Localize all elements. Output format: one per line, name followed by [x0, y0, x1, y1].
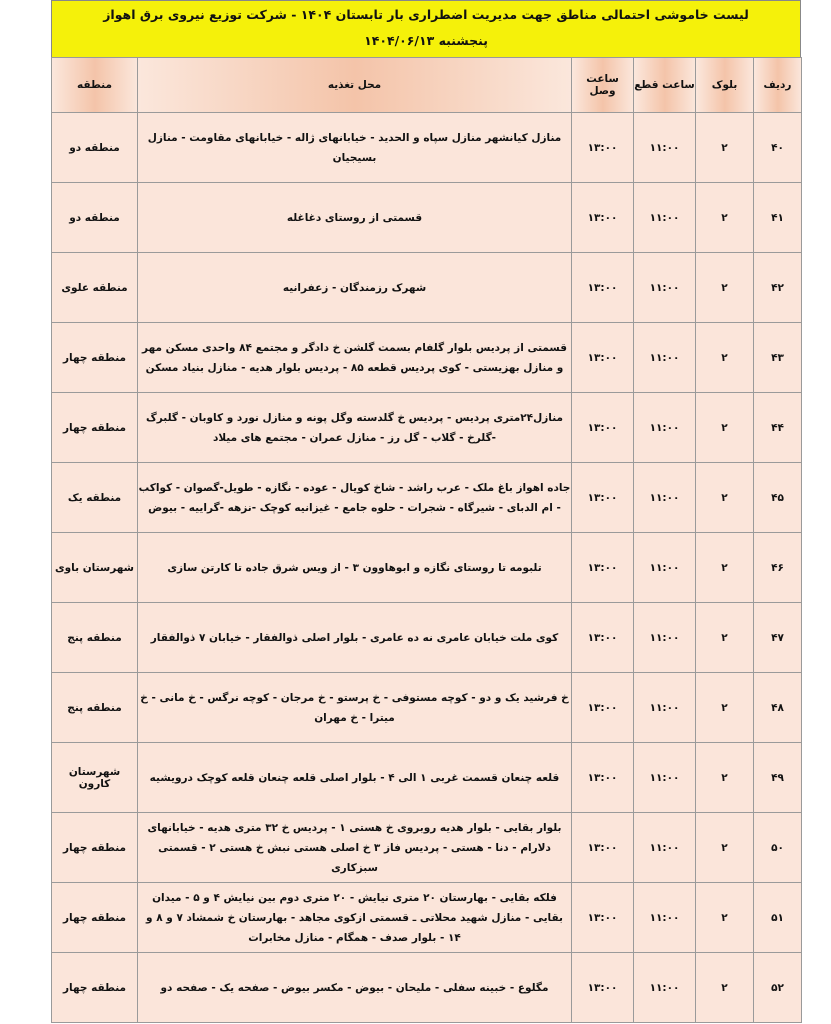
cell-cut-time: ۱۱:۰۰: [634, 253, 696, 323]
table-row: [52, 463, 802, 533]
cell-cut-time: ۱۱:۰۰: [634, 743, 696, 813]
cell-connect-time: ۱۳:۰۰: [572, 813, 634, 883]
table-row: [52, 183, 802, 253]
cell-row-number: ۴۴: [754, 393, 802, 463]
cell-block: ۲: [696, 673, 754, 743]
cell-cut-time: ۱۱:۰۰: [634, 533, 696, 603]
cell-region: منطقه یک: [52, 463, 138, 533]
table-row: [52, 253, 802, 323]
cell-row-number: ۴۰: [754, 113, 802, 183]
cell-block: ۲: [696, 253, 754, 323]
cell-cut-time: ۱۱:۰۰: [634, 323, 696, 393]
cell-cut-time: ۱۱:۰۰: [634, 183, 696, 253]
cell-block: ۲: [696, 463, 754, 533]
table-header-row: [52, 58, 802, 113]
cell-cut-time: ۱۱:۰۰: [634, 813, 696, 883]
cell-cut-time: ۱۱:۰۰: [634, 113, 696, 183]
cell-block: ۲: [696, 813, 754, 883]
cell-row-number: ۴۶: [754, 533, 802, 603]
table-row: [52, 533, 802, 603]
cell-row-number: ۴۹: [754, 743, 802, 813]
title-banner: [51, 0, 801, 58]
cell-block: ۲: [696, 393, 754, 463]
cell-region: منطقه چهار: [52, 953, 138, 1023]
cell-row-number: ۴۳: [754, 323, 802, 393]
cell-location: منازل کیانشهر منازل سپاه و الحدید - خیابانهای ژاله - خیابانهای مقاومت - منازل بسیجیان: [138, 113, 572, 183]
column-header-location: محل تغذیه: [138, 58, 572, 113]
cell-connect-time: ۱۳:۰۰: [572, 323, 634, 393]
cell-connect-time: ۱۳:۰۰: [572, 743, 634, 813]
cell-cut-time: ۱۱:۰۰: [634, 463, 696, 533]
cell-row-number: ۴۱: [754, 183, 802, 253]
cell-location: مگلوع - خبینه سفلی - ملیحان - بیوض - مکسر بیوض - صفحه یک - صفحه دو: [138, 953, 572, 1023]
cell-region: منطقه پنج: [52, 673, 138, 743]
table-row: [52, 603, 802, 673]
cell-location: شهرک رزمندگان - زعفرانیه: [138, 253, 572, 323]
cell-connect-time: ۱۳:۰۰: [572, 463, 634, 533]
cell-cut-time: ۱۱:۰۰: [634, 603, 696, 673]
cell-row-number: ۴۲: [754, 253, 802, 323]
cell-connect-time: ۱۳:۰۰: [572, 113, 634, 183]
cell-region: منطقه چهار: [52, 883, 138, 953]
cell-location: جاده اهواز باغ ملک - عرب راشد - شاخ کویال - عوده - نگازه - طویل-گصوان - کواکب - ام الدبای - شیرگاه - شجرات - حلوه جامع - غیزانیه کوچک -نزهه -گراییه - بیوض: [138, 463, 572, 533]
column-header-connect-time: ساعت وصل: [572, 58, 634, 113]
cell-row-number: ۴۸: [754, 673, 802, 743]
cell-region: منطقه چهار: [52, 323, 138, 393]
document-title: لیست خاموشی احتمالی مناطق جهت مدیریت اضطراری بار تابستان ۱۴۰۴ - شرکت توزیع نیروی برق اهواز: [103, 7, 749, 22]
cell-connect-time: ۱۳:۰۰: [572, 673, 634, 743]
column-header-cut-time: ساعت قطع: [634, 58, 696, 113]
cell-location: فلکه بقایی - بهارستان ۲۰ متری نیایش - ۲۰ متری دوم بین نیایش ۴ و ۵ - میدان بقایی - منازل شهید محلاتی ـ قسمتی ازکوی مجاهد - بهارستان خ شمشاد ۷ و ۸ و ۱۴ - بلوار صدف - همگام - منازل مخابرات: [138, 883, 572, 953]
cell-connect-time: ۱۳:۰۰: [572, 253, 634, 323]
cell-block: ۲: [696, 883, 754, 953]
table-row: [52, 883, 802, 953]
cell-connect-time: ۱۳:۰۰: [572, 953, 634, 1023]
column-header-region: منطقه: [52, 58, 138, 113]
cell-region: منطقه پنج: [52, 603, 138, 673]
cell-cut-time: ۱۱:۰۰: [634, 953, 696, 1023]
cell-connect-time: ۱۳:۰۰: [572, 393, 634, 463]
cell-row-number: ۵۲: [754, 953, 802, 1023]
table-row: [52, 813, 802, 883]
cell-connect-time: ۱۳:۰۰: [572, 883, 634, 953]
column-header-block: بلوک: [696, 58, 754, 113]
cell-location: منازل۲۴متری پردیس - پردیس خ گلدسته وگل پونه و منازل نورد و کاوبان - گلبرگ -گلرخ - گلاب - گل رز - منازل عمران - مجتمع های میلاد: [138, 393, 572, 463]
cell-block: ۲: [696, 533, 754, 603]
cell-row-number: ۵۱: [754, 883, 802, 953]
cell-region: منطقه چهار: [52, 813, 138, 883]
cell-block: ۲: [696, 743, 754, 813]
column-header-row-number: ردیف: [754, 58, 802, 113]
cell-region: شهرستان کارون: [52, 743, 138, 813]
cell-region: منطقه چهار: [52, 393, 138, 463]
cell-row-number: ۴۵: [754, 463, 802, 533]
cell-location: قسمتی از پردیس بلوار گلفام بسمت گلشن خ دادگر و مجتمع ۸۴ واحدی مسکن مهر و منازل بهزیستی - کوی پردیس قطعه ۸۵ - پردیس بلوار هدیه - منازل بنیاد مسکن: [138, 323, 572, 393]
cell-location: قلعه چنعان قسمت غربی ۱ الی ۴ - بلوار اصلی قلعه چنعان قلعه کوچک درویشیه: [138, 743, 572, 813]
table-row: [52, 673, 802, 743]
table-row: [52, 953, 802, 1023]
cell-block: ۲: [696, 113, 754, 183]
table-row: [52, 113, 802, 183]
cell-block: ۲: [696, 953, 754, 1023]
cell-cut-time: ۱۱:۰۰: [634, 883, 696, 953]
table-row: [52, 323, 802, 393]
cell-region: شهرستان باوی: [52, 533, 138, 603]
cell-connect-time: ۱۳:۰۰: [572, 533, 634, 603]
cell-row-number: ۴۷: [754, 603, 802, 673]
cell-location: خ فرشید یک و دو - کوچه مستوفی - خ پرستو - خ مرجان - کوچه نرگس - خ مانی - خ میترا - خ مهران: [138, 673, 572, 743]
cell-region: منطقه دو: [52, 183, 138, 253]
cell-connect-time: ۱۳:۰۰: [572, 183, 634, 253]
cell-region: منطقه دو: [52, 113, 138, 183]
table-row: [52, 743, 802, 813]
cell-block: ۲: [696, 183, 754, 253]
table-row: [52, 393, 802, 463]
cell-cut-time: ۱۱:۰۰: [634, 393, 696, 463]
cell-connect-time: ۱۳:۰۰: [572, 603, 634, 673]
cell-block: ۲: [696, 323, 754, 393]
outage-sheet: [51, 0, 801, 1024]
cell-block: ۲: [696, 603, 754, 673]
cell-location: کوی ملت خیابان عامری نه ده عامری - بلوار اصلی ذوالفقار - خیابان ۷ ذوالفقار: [138, 603, 572, 673]
cell-location: بلوار بقایی - بلوار هدیه روبروی خ هستی ۱ - پردیس خ ۳۲ متری هدیه - خیابانهای دلارام - دنا - هستی - پردیس فاز ۳ خ اصلی هستی نبش خ هستی ۲ - قسمتی سبزکاری: [138, 813, 572, 883]
cell-location: تلبومه تا روستای نگازه و ابوهاوون ۳ - از ویس شرق جاده تا کارتن سازی: [138, 533, 572, 603]
document-date: پنجشنبه ۱۴۰۴/۰۶/۱۳: [364, 33, 488, 48]
cell-location: قسمتی از روستای دغاغله: [138, 183, 572, 253]
cell-region: منطقه علوی: [52, 253, 138, 323]
outage-table: [51, 57, 802, 1023]
cell-cut-time: ۱۱:۰۰: [634, 673, 696, 743]
cell-row-number: ۵۰: [754, 813, 802, 883]
